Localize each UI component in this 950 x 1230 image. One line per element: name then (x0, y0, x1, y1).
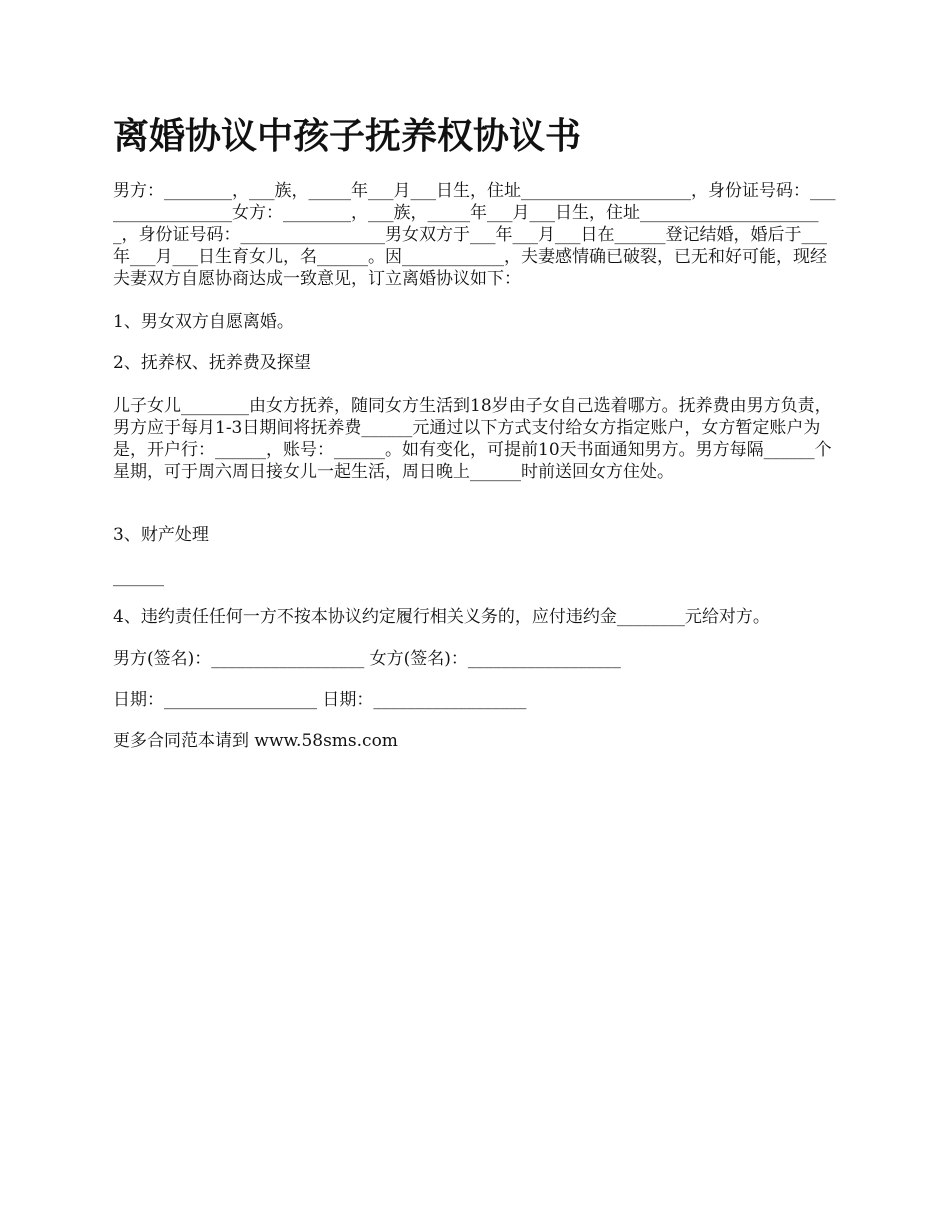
clause-3-body: ______ (113, 567, 164, 587)
document-title: 离婚协议中孩子抚养权协议书 (113, 115, 582, 157)
clause-2-heading: 2、抚养权、抚养费及探望 (113, 353, 311, 373)
clause-4: 4、违约责任任何一方不按本协议约定履行相关义务的，应付违约金________元给对方。 (113, 607, 770, 627)
clause-2-body: 儿子女儿________由女方抚养，随同女方生活到18岁由子女自己选着哪方。抚养费由男方负责，男方应于每月1-3日期间将抚养费______元通过以下方式支付给女方指定账户，女方暂定账户为是，开户行：______，账号：______。如有变化，可提前10天书面通知男方。男方每隔______个星期，可于周六周日接女儿一起生活，周日晚上______时前送回女方住处。 (113, 396, 832, 482)
intro-paragraph: 男方：________，___族，_____年___月___日生，住址____________________，身份证号码：_________________女方：________，___族，_____年___月___日生，住址______________________，身份证号码：_________________男女双方于___年___月___日在______登记结婚，婚后于___年___月___日生育女儿，名______。因____________，夫妻感情确已破裂，已无和好可能，现经夫妻双方自愿协商达成一致意见，订立离婚协议如下： (113, 181, 836, 289)
date-line: 日期：__________________ 日期：__________________ (113, 690, 527, 710)
clause-1: 1、男女双方自愿离婚。 (113, 312, 294, 332)
clause-3-heading: 3、财产处理 (113, 525, 209, 545)
footer-note: 更多合同范本请到 www.58sms.com (113, 731, 398, 751)
signature-line: 男方(签名)：__________________ 女方(签名)：__________________ (113, 649, 621, 669)
